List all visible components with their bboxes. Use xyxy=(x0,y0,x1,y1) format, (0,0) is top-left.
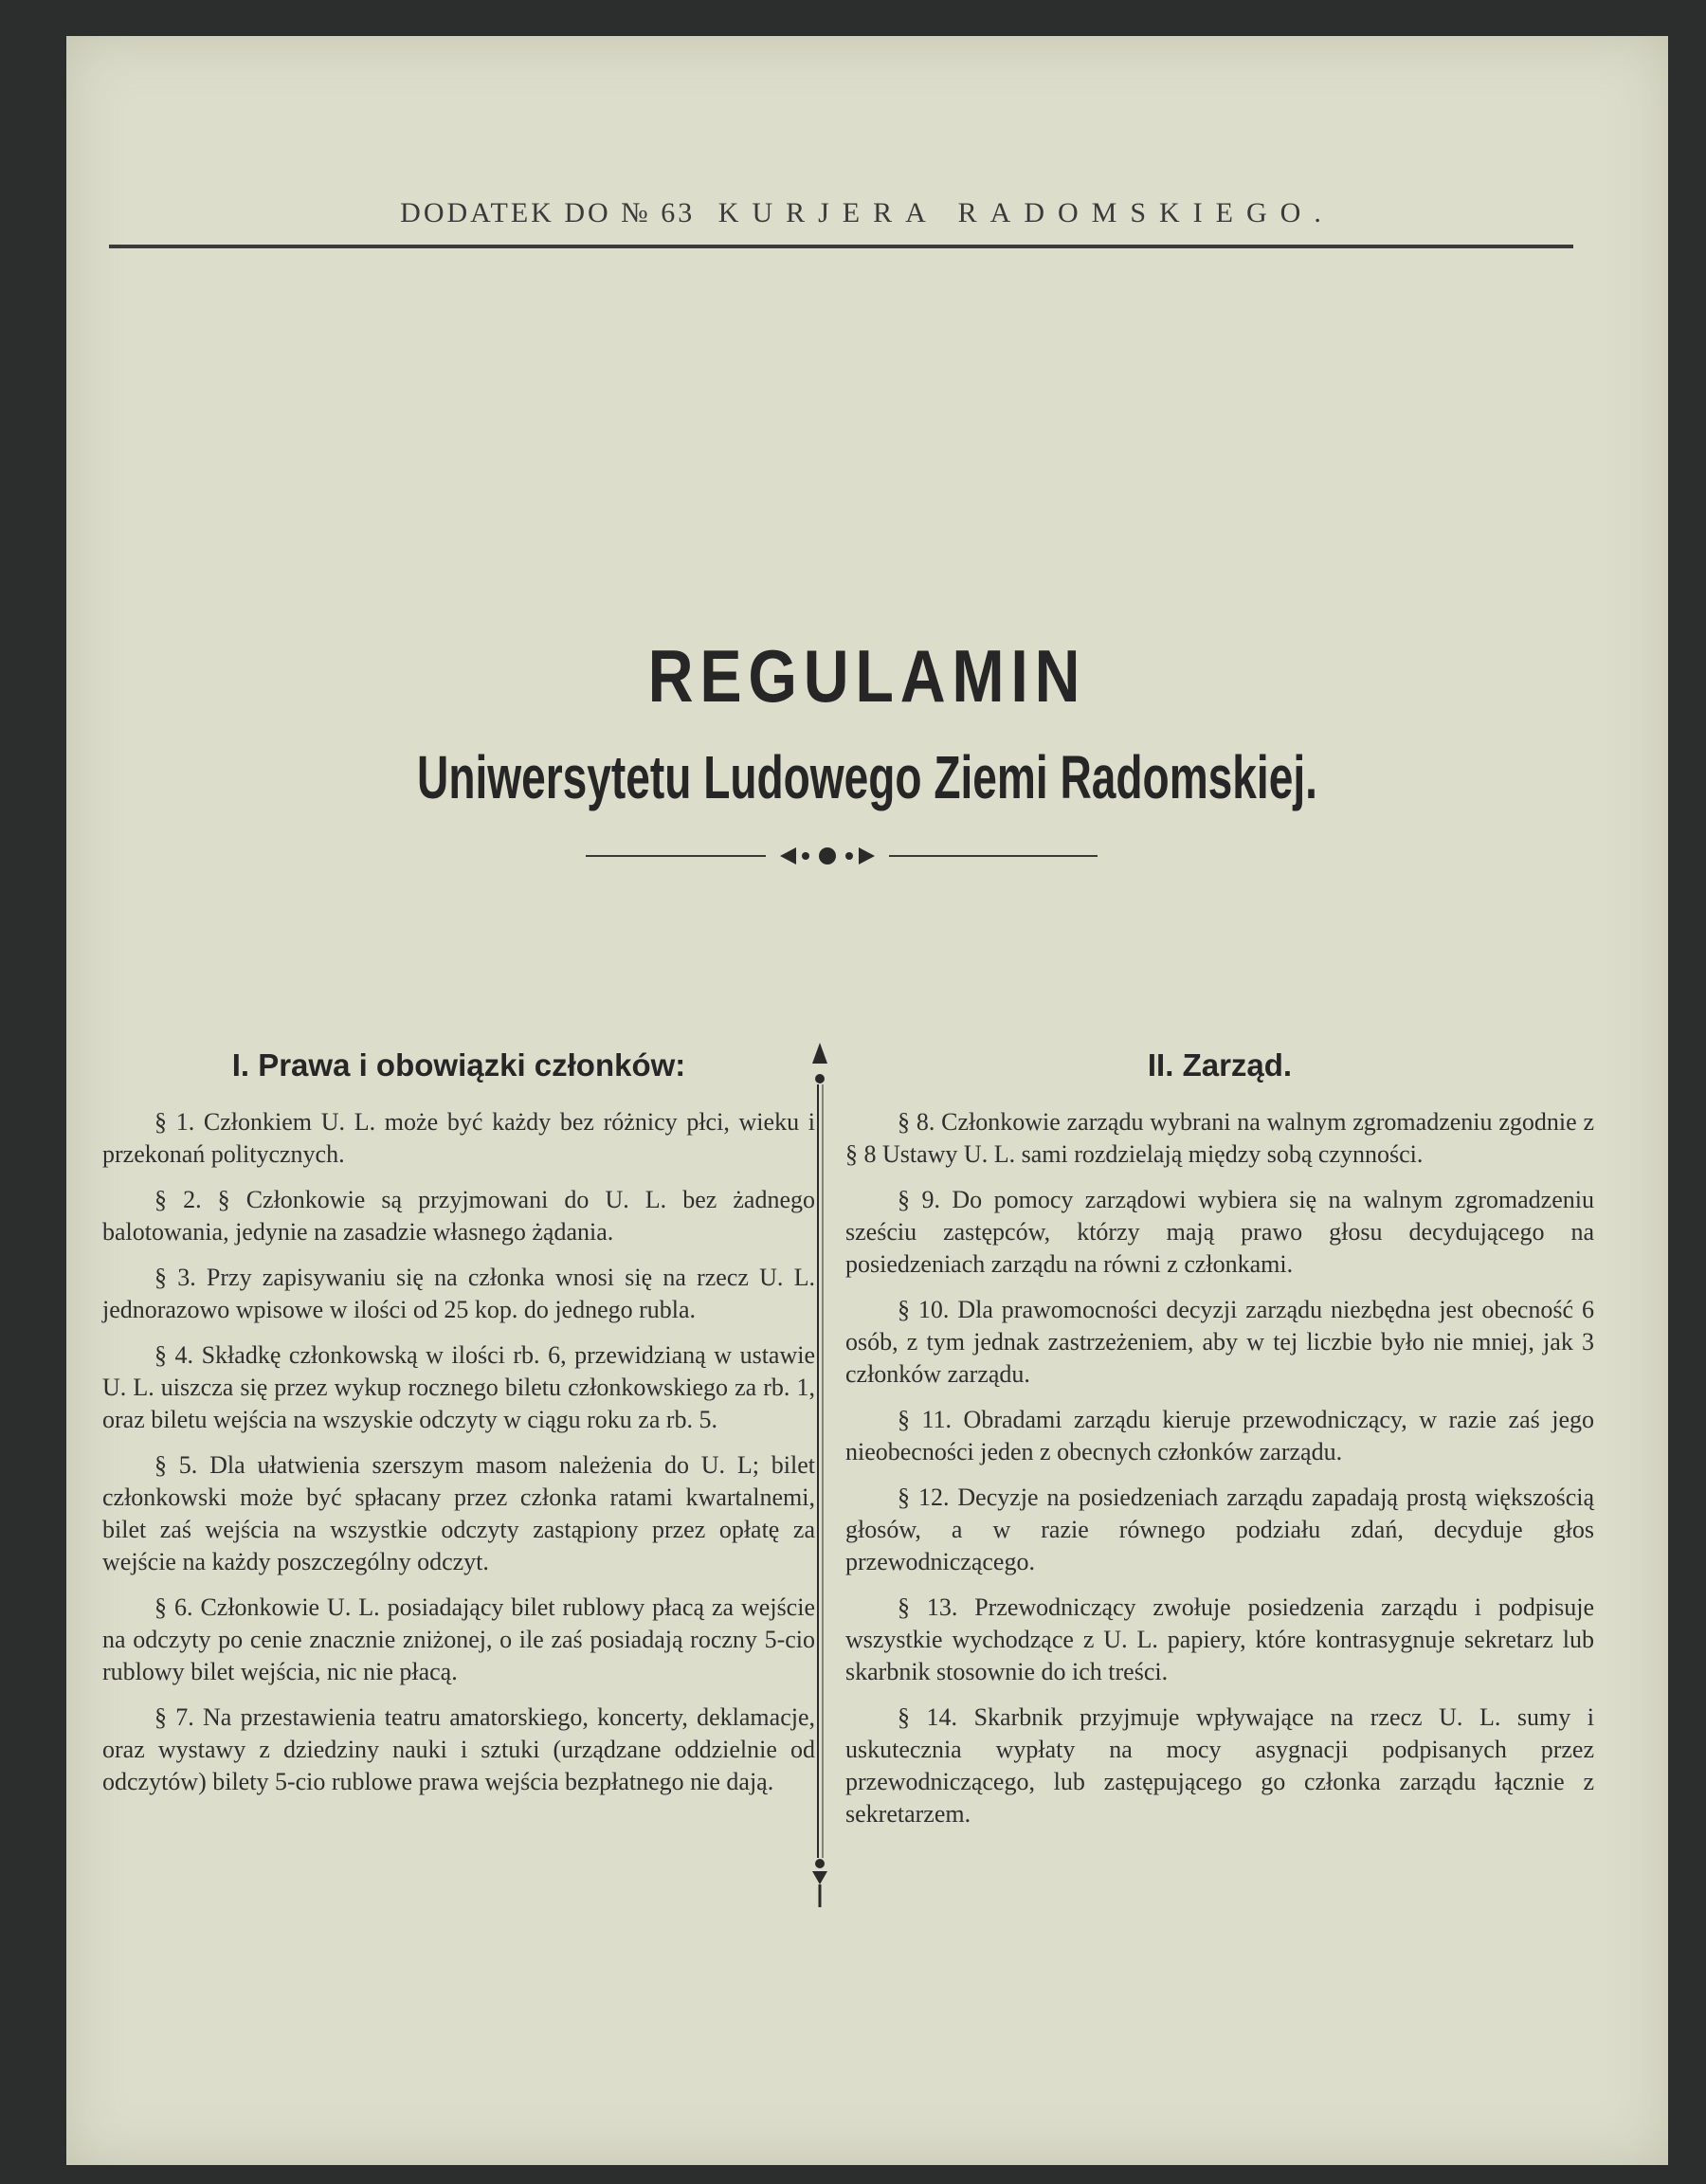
header-rule xyxy=(109,245,1573,248)
paragraph: § 10. Dla prawomocności decyzji zarządu niezbędna jest obecność 6 osób, z tym jednak zastrzeżeniem, aby w tej liczbie było nie mniej, jak 3 członków zarządu. xyxy=(845,1296,1594,1388)
paragraph: § 2. § Członkowie są przyjmowani do U. L. bez żadnego balotowania, jedynie na zasadzie własnego żądania. xyxy=(102,1186,815,1246)
section-heading: II. Zarząd. xyxy=(1147,1047,1293,1083)
document-title: REGULAMIN xyxy=(647,634,1087,718)
section-board xyxy=(845,1046,1594,1844)
paragraph: § 7. Na przestawienia teatru amatorskiego, koncerty, deklamacje, oraz wystawy z dziedziny nauki i sztuki (urządzane oddzielnie od odczytów) bilety 5-cio rublowe prawa wejścia bezpłatnego nie dają. xyxy=(102,1703,815,1795)
paragraph: § 14. Skarbnik przyjmuje wpływające na rzecz U. L. sumy i uskutecznia wypłaty na mocy asygnacji podpisanych przez przewodniczącego, lub zastępującego go członka zarządu łącznie z sekretarzem. xyxy=(845,1703,1594,1828)
paragraph: § 3. Przy zapisywaniu się na członka wnosi się na rzecz U. L. jednorazowo wpisowe w ilości od 25 kop. do jednego rubla. xyxy=(102,1264,815,1323)
section-members xyxy=(102,1046,815,1811)
runner-prefix: DODATEK DO № 63 xyxy=(400,197,696,228)
document-page xyxy=(66,36,1668,2165)
paragraph: § 4. Składkę członkowską w ilości rb. 6, przewidzianą w ustawie U. L. uiszcza się przez wykup rocznego biletu członkowskiego za rb. 1, oraz biletu wejścia na wszyskie odczyty w ciągu roku za rb. 5. xyxy=(102,1341,815,1433)
paragraph: § 8. Członkowie zarządu wybrani na walnym zgromadzeniu zgodnie z § 8 Ustawy U. L. sami rozdzielają między sobą czynności. xyxy=(845,1108,1594,1168)
paragraph: § 11. Obradami zarządu kieruje przewodniczący, w razie zaś jego nieobecności jeden z obecnych członków zarządu. xyxy=(845,1406,1594,1465)
paragraph: § 13. Przewodniczący zwołuje posiedzenia zarządu i podpisuje wszystkie wychodzące z U. L. papiery, które kontrasygnuje sekretarz lub skarbnik stosownie do ich treści. xyxy=(845,1593,1594,1685)
ornament-divider-icon xyxy=(586,842,1098,870)
document-subtitle: Uniwersytetu Ludowego Ziemi Radomskiej. xyxy=(417,743,1317,811)
column-divider-icon xyxy=(804,1043,836,1907)
paragraph: § 12. Decyzje na posiedzeniach zarządu zapadają prostą większością głosów, a w razie równego podziału zdań, decyduje głos przewodniczącego. xyxy=(845,1483,1594,1575)
running-header xyxy=(66,197,1668,229)
paragraph: § 9. Do pomocy zarządowi wybiera się na walnym zgromadzeniu sześciu zastępców, którzy mają prawo głosu decydującego na posiedzeniach zarządu na równi z członkami. xyxy=(845,1186,1594,1278)
paragraph: § 1. Członkiem U. L. może być każdy bez różnicy płci, wieku i przekonań politycznych. xyxy=(102,1108,815,1168)
paragraph: § 6. Członkowie U. L. posiadający bilet rublowy płacą za wejście na odczyty po cenie znacznie zniżonej, o ile zaś posiadają roczny 5-cio rublowy bilet wejścia, nic nie płacą. xyxy=(102,1593,815,1685)
section-heading: I. Prawa i obowiązki członków: xyxy=(231,1047,686,1083)
paragraph: § 5. Dla ułatwienia szerszym masom należenia do U. L; bilet członkowski może być spłacany przez członka ratami kwartalnemi, bilet zaś wejścia na wszystkie odczyty zastąpiony przez opłatę za wejście na każdy poszczególny odczyt. xyxy=(102,1451,815,1575)
runner-paper-name: KURJERA RADOMSKIEGO. xyxy=(717,197,1334,228)
